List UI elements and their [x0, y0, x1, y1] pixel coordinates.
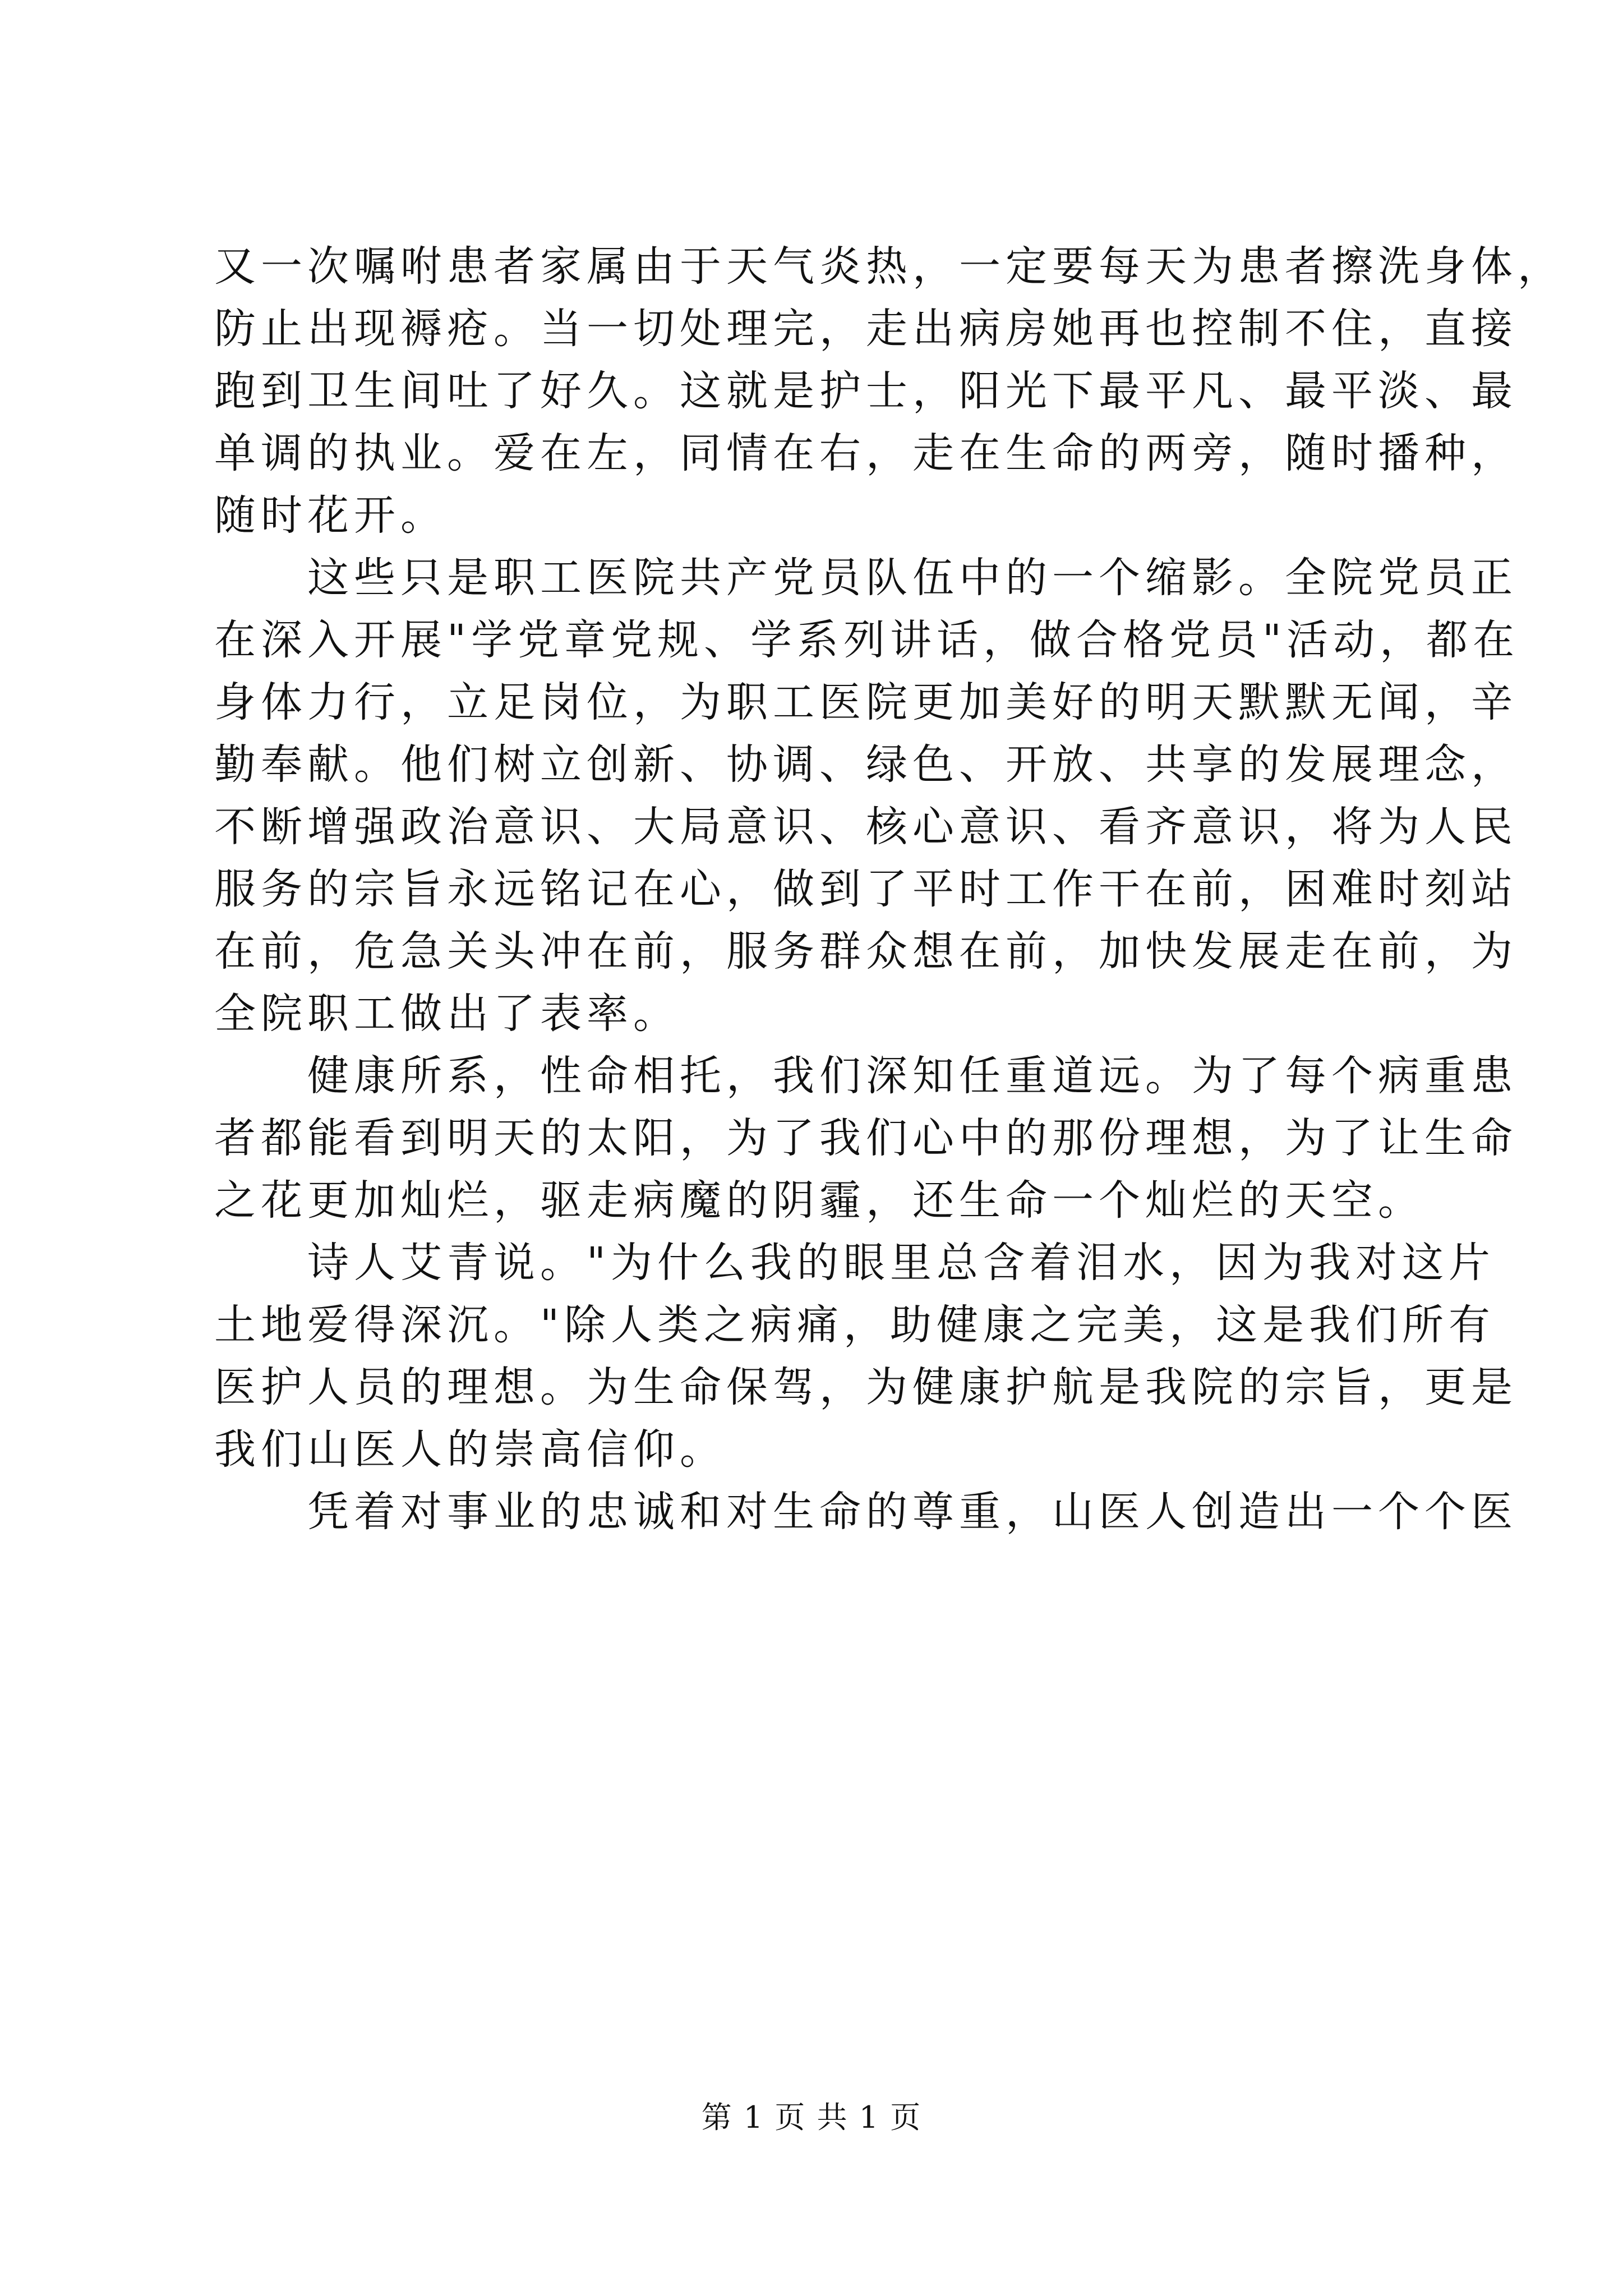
text-line: 全院职工做出了表率。 [214, 990, 680, 1038]
page-number-footer: 第 1 页 共 1 页 [701, 2100, 922, 2135]
text-line: 土地爱得深沉。"除人类之病痛，助健康之完美，这是我们所有 [214, 1301, 1496, 1349]
paragraph-start-line: 健康所系，性命相托，我们深知任重道远。为了每个病重患 [307, 1052, 1518, 1100]
text-line: 勤奉献。他们树立创新、协调、绿色、开放、共享的发展理念， [214, 740, 1518, 789]
text-line: 之花更加灿烂，驱走病魔的阴霾，还生命一个灿烂的天空。 [214, 1176, 1424, 1225]
text-line: 不断增强政治意识、大局意识、核心意识、看齐意识，将为人民 [214, 803, 1518, 851]
text-line: 在深入开展"学党章党规、学系列讲话，做合格党员"活动，都在 [214, 616, 1520, 664]
text-line: 又一次嘱咐患者家属由于天气炎热，一定要每天为患者擦洗身体， [214, 242, 1564, 291]
paragraph-start-line: 这些只是职工医院共产党员队伍中的一个缩影。全院党员正 [307, 554, 1518, 602]
text-line: 身体力行，立足岗位，为职工医院更加美好的明天默默无闻，辛 [214, 678, 1518, 726]
text-line: 随时花开。 [214, 491, 447, 540]
document-body [214, 236, 1564, 1543]
text-line: 服务的宗旨永远铭记在心，做到了平时工作干在前，困难时刻站 [214, 865, 1518, 913]
paragraph-start-line: 诗人艾青说。"为什么我的眼里总含着泪水，因为我对这片 [307, 1239, 1496, 1287]
text-line: 我们山医人的崇高信仰。 [214, 1425, 726, 1474]
text-line: 防止出现褥疮。当一切处理完，走出病房她再也控制不住，直接 [214, 305, 1518, 353]
text-line: 在前，危急关头冲在前，服务群众想在前，加快发展走在前，为 [214, 927, 1518, 976]
paragraph-start-line: 凭着对事业的忠诚和对生命的尊重，山医人创造出一个个医 [307, 1488, 1518, 1536]
text-line: 者都能看到明天的太阳，为了我们心中的那份理想，为了让生命 [214, 1114, 1518, 1162]
text-line: 跑到卫生间吐了好久。这就是护士，阳光下最平凡、最平淡、最 [214, 367, 1518, 415]
text-line: 医护人员的理想。为生命保驾，为健康护航是我院的宗旨，更是 [214, 1363, 1518, 1411]
text-line: 单调的执业。爱在左，同情在右，走在生命的两旁，随时播种， [214, 429, 1518, 477]
